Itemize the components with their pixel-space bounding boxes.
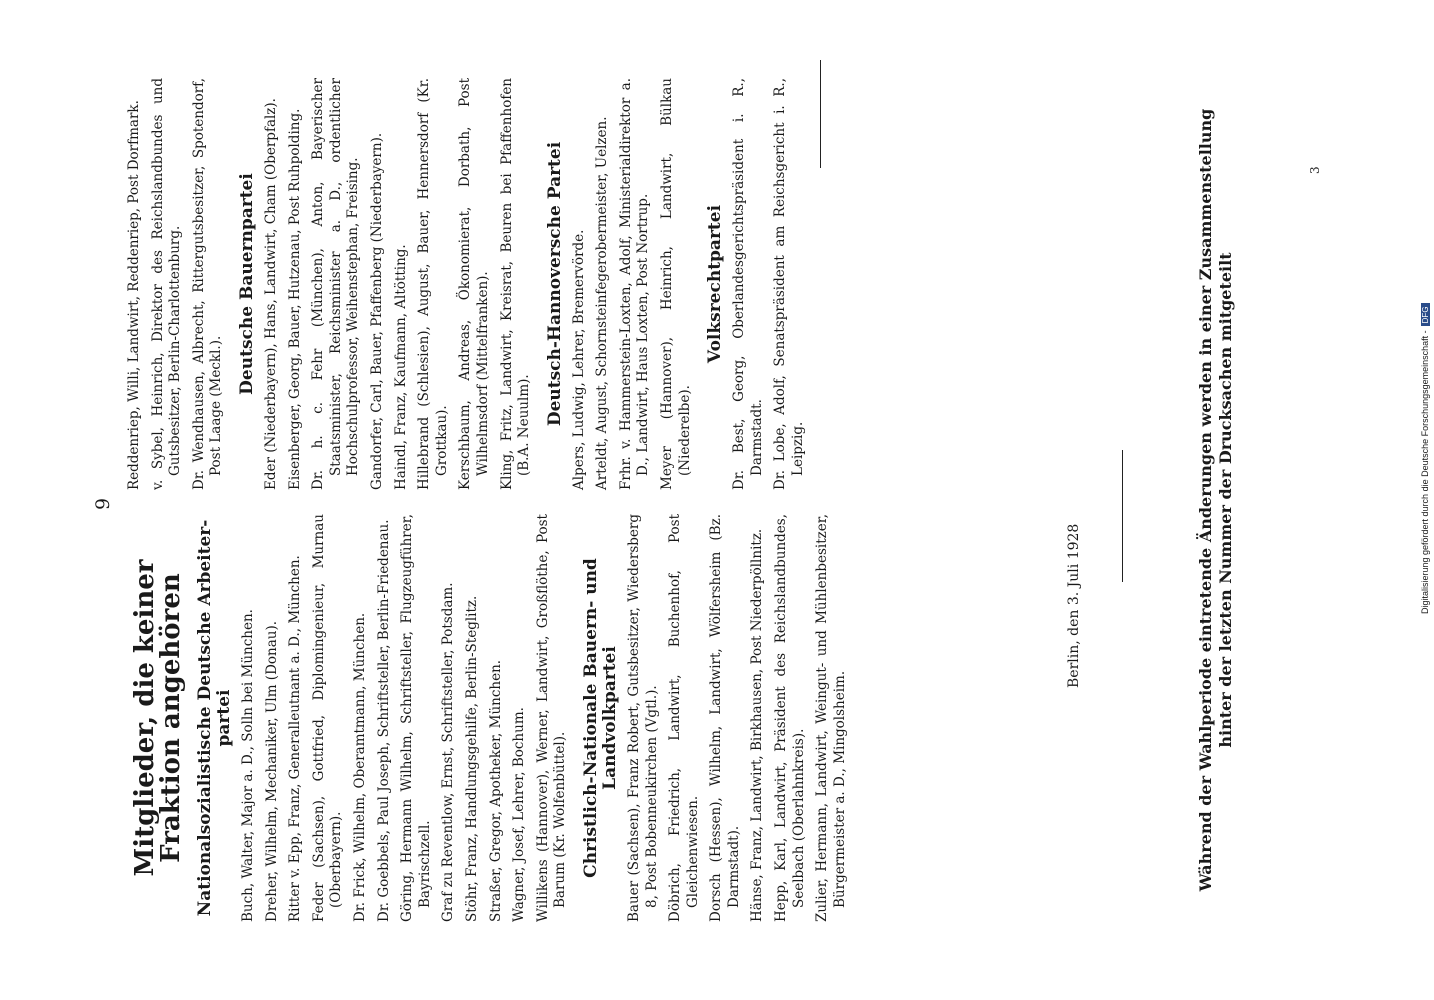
member-entry: Dr. Goebbels, Paul Joseph, Schriftsteller, Berlin-Friedenau. [375,519,392,922]
bottom-page-mark: 3 [1308,166,1322,174]
left-column [126,514,855,922]
member-entry: Dreher, Wilhelm, Mechaniker, Ulm (Donau). [263,620,280,922]
member-entry: Arteldt, August, Schornsteinfegerobermeister, Uelzen. [594,116,611,490]
member-entry: Kerschbaum, Andreas, Ökonomierat, Dorbath, Post Wilhelmsdorf (Mittelfranken). [457,78,491,490]
right-sections [238,78,808,490]
member-entry: Gandorfer, Carl, Bauer, Pfaffenberg (Niederbayern). [368,132,385,490]
member-entry: Ritter v. Epp, Franz, Generalleutnant a. D., München. [287,555,304,922]
member-entry: Straßer, Gregor, Apotheker, München. [487,659,504,922]
member-entry: Wagner, Josef, Lehrer, Bochum. [511,707,528,922]
member-entry: Feder (Sachsen), Gottfried, Diplomingenieur, Murnau (Oberbayern). [310,514,345,922]
section-title: Volksrechtpartei [705,204,726,364]
member-entry: Meyer (Hannover), Heinrich, Landwirt, Bülkau (Niederelbe). [659,78,693,490]
member-entry: Hänse, Franz, Landwirt, Birkhausen, Post Niederpöllnitz. [749,528,766,922]
member-entry: Dr. Best, Georg, Oberlandesgerichtspräsident i. R., Darmstadt. [731,78,765,490]
right-column [126,78,821,490]
member-entry: Buch, Walter, Major a. D., Solln bei München. [240,609,256,922]
member-entry: Dr. Wendhausen, Albrecht, Rittergutsbesitzer, Spotendorf, Post Laage (Meckl.). [190,78,225,490]
section-title: Nationalsozialistische Deutsche Arbeiter-partei [195,519,234,917]
member-entry: Frhr. v. Hammerstein-Loxten, Adolf, Ministerialdirektor a. D., Landwirt, Haus Loxten, Post Nortrup. [617,78,652,490]
left-sections [196,514,849,922]
member-entry: Kling, Fritz, Landwirt, Kreisrat, Beuren bei Pfaffenhofen (B.A. Neuulm). [498,78,533,490]
member-entry: Dr. Lobe, Adolf, Senatspräsident am Reichsgericht i. R., Leipzig. [772,78,807,490]
member-entry: Dr. Frick, Wilhelm, Oberamtmann, München. [351,612,368,922]
member-entry: Willikens (Hannover), Werner, Landwirt, Großflöthe, Post Barum (Kr. Wolfenbüttel). [534,514,569,922]
member-entry: Göring, Hermann Wilhelm, Schriftsteller, Flugzeugführer, Bayrischzell. [399,514,433,922]
member-entry: Dorsch (Hessen), Wilhelm, Landwirt, Wölfersheim (Bz. Darmstadt). [708,514,742,922]
member-entry: Graf zu Reventlow, Ernst, Schriftsteller, Potsdam. [440,582,457,922]
member-entry: Stöhr, Franz, Handlungsgehilfe, Berlin-Steglitz. [463,595,480,922]
right-intro-entries [126,78,226,490]
member-entry: Hillebrand (Schlesien), August, Bauer, Hennersdorf (Kr. Grottkau). [416,78,450,490]
member-entry: Haindl, Franz, Kaufmann, Altötting. [392,244,409,490]
dfg-logo-badge: DFG [1421,303,1430,326]
section-title: Deutsch-Hannoversche Partei [544,141,565,427]
member-entry: Eder (Niederbayern), Hans, Landwirt, Cham (Oberpfalz). [262,98,279,490]
member-entry: Dr. h. c. Fehr (München), Anton, Bayerischer Staatsminister, Reichsminister a. D., ordentlicher Hochschulprofessor, Weihenstephan, Freising. [310,78,362,490]
divider-rule [820,60,821,168]
section-title: Christlich-Nationale Bauern- und Landvolkpartei [580,558,620,878]
member-entry: v. Sybel, Heinrich, Direktor des Reichslandbundes und Gutsbesitzer, Berlin-Charlottenburg. [149,78,184,490]
footer-note: Während der Wahlperiode eintretende Änderungen werden in einer Zusammenstellung hinter der letzten Nummer der Drucksachen mitgeteilt [1196,108,1235,892]
member-entry: Hepp, Karl, Landwirt, Präsident des Reichslandbundes, Seelbach (Oberlahnkreis). [773,514,807,922]
digitization-text: Digitalisierung gefördert durch die Deutsche Forschungsgemeinschaft - [1420,330,1430,614]
page-number: 9 [92,497,114,510]
member-entry: Döbrich, Friedrich, Landwirt, Buchenhof, Post Gleichenwiesen. [667,514,701,922]
dateline: Berlin, den 3. Juli 1928 [1066,523,1082,688]
member-entry: Reddenriep, Willi, Landwirt, Reddenriep, Post Dorfmark. [126,100,142,490]
member-entry: Eisenberger, Georg, Bauer, Hutzenau, Post Ruhpolding. [286,108,303,490]
member-entry: Bauer (Sachsen), Franz Robert, Gutsbesitzer, Wiedersberg 8, Post Bobenneukirchen (Vgtl.). [625,514,660,922]
section-title: Deutsche Bauernpartei [236,173,257,395]
main-title: Mitglieder, die keiner Fraktion angehören [130,559,186,877]
digitization-note [1420,14,1430,614]
member-entry: Zulier, Hermann, Landwirt, Weingut- und Mühlenbesitzer, Bürgermeister a. D., Mingolsheim. [814,514,848,922]
divider-rule-2 [1122,450,1123,582]
member-entry: Alpers, Ludwig, Lehrer, Bremervörde. [570,229,587,490]
